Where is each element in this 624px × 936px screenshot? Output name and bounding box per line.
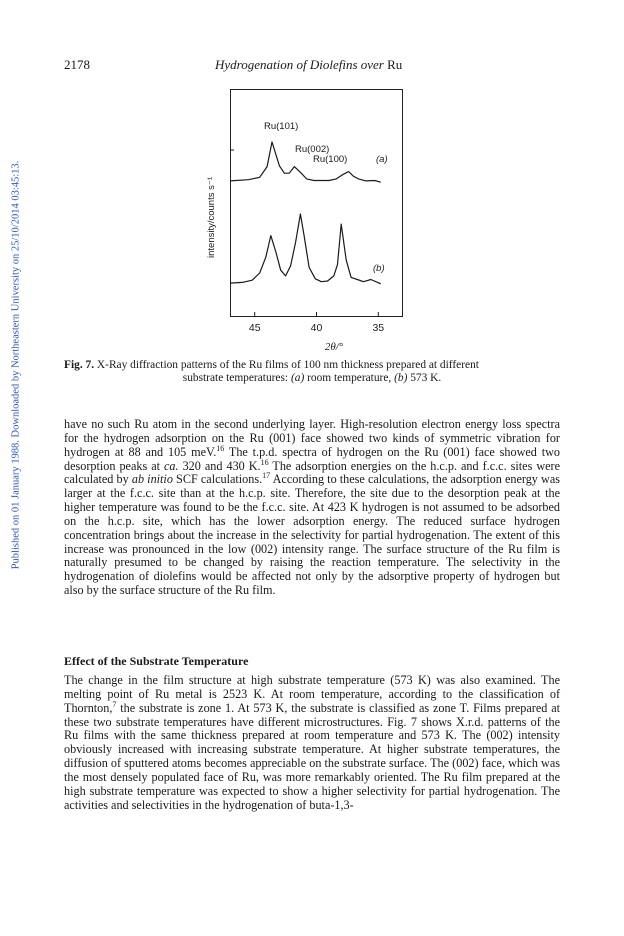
xrd-trace-b: [230, 214, 381, 284]
caption-b-text: 573 K.: [407, 372, 442, 384]
figure-caption-line2: [64, 372, 560, 386]
caption-a-label: (a): [290, 372, 305, 384]
p1-ab-initio: ab initio: [131, 472, 173, 487]
x-tick-label-40: 40: [310, 322, 323, 334]
figure-caption-text: X-Ray diffraction patterns of the Ru films of 100 nm thickness prepared at different: [96, 359, 479, 371]
page-number: 2178: [64, 57, 90, 72]
p1-text-6: According to these calculations, the adsorption energy was larger at the f.c.c. site than at the h.c.p. site. Therefore, the site due to the desorption peak at the higher temperature was found to be the f.c.c. site. At 423 K hydrogen is not assumed to be adsorbed on the h.c.p. site, which has the lower adsorption energy. The reduced surface hydrogen concentration brings about the increase in the selectivity for partial hydrogenation. The extent of this increase was pronounced in the low (002) intensity range. The surface structure of the Ru film is naturally presumed to be changed by raising the reaction temperature. The selectivity in the hydrogenation of diolefins would be affected not only by the adsorptive property of hydrogen but also by the surface structure of the Ru film.: [64, 472, 560, 598]
download-notice-text: Published on 01 January 1988. Downloaded by Northeastern University on 25/10/2014 03:45:13.: [10, 160, 22, 570]
peak-label-ru101: Ru(101): [264, 121, 299, 132]
p1-text-5: SCF calculations.: [172, 472, 263, 487]
figure-caption-label: Fig. 7.: [64, 359, 95, 371]
running-head-roman: Ru: [387, 57, 403, 72]
caption-b-label: (b): [394, 372, 408, 384]
x-axis-label: 2θ/°: [324, 341, 344, 353]
p1-text-4: The adsorption energies on the h.c.p. and f.c.c. sites were calculated by: [64, 458, 560, 487]
p1-ref-16b: 16: [260, 457, 269, 467]
caption-a-text: room temperature,: [304, 372, 395, 384]
x-tick-label-45: 45: [248, 322, 261, 334]
body-paragraph-1: [64, 418, 560, 598]
trace-label-b: (b): [373, 263, 385, 274]
figure-caption-line1: [64, 359, 560, 373]
x-tick-label-35: 35: [372, 322, 385, 334]
trace-label-a: (a): [376, 154, 388, 165]
peak-label-ru100: Ru(100): [313, 154, 348, 165]
section-heading: Effect of the Substrate Temperature: [64, 654, 249, 668]
xrd-figure: [0, 0, 624, 360]
peak-label-ru002: Ru(002): [295, 144, 330, 155]
p2-text-1: The change in the film structure at high substrate temperature (573 K) was also examined. The melting point of Ru metal is 2523 K. At room temperature, according to the classification of Thornton,: [64, 673, 560, 715]
p1-text-2: The t.p.d. spectra of hydrogen on the Ru (001) face showed two desorption peaks at: [64, 444, 560, 473]
p2-text-2: the substrate is zone 1. At 573 K, the substrate is classified as zone T. Films prepared at these two substrate temperatures have different microstructures. Fig. 7 shows X.r.d. patterns of the Ru films with the same thickness prepared at room temperature and 573 K. The (002) intensity obviously increased with increasing substrate temperature. At higher substrate temperatures, the diffusion of sputtered atoms becomes appreciable on the substrate surface. The (002) face, which was the most densely populated face of Ru, was more remarkably oriented. The Ru film prepared at the high substrate temperature was expected to show a higher selectivity for partial hydrogenation. The activities and selectivities in the hydrogenation of buta-1,3-: [64, 700, 560, 812]
y-axis-label: intensity/counts s⁻¹: [206, 176, 217, 258]
body-paragraph-2: [64, 674, 560, 812]
p2-ref-7: 7: [112, 699, 117, 709]
p1-text-3: 320 and 430 K.: [178, 458, 261, 473]
caption-pre: substrate temperatures:: [182, 372, 291, 384]
p1-text-1: have no such Ru atom in the second underlying layer. High-resolution electron energy loss spectra for the hydrogen adsorption on the Ru (001) face showed two kinds of symmetric vibration for hydrogen at 88 and 105 meV.: [64, 417, 560, 459]
p1-ca: ca.: [164, 458, 179, 473]
running-head-italic: Hydrogenation of Diolefins over: [215, 57, 384, 72]
p1-ref-17: 17: [262, 471, 271, 481]
p1-ref-16a: 16: [216, 443, 225, 453]
